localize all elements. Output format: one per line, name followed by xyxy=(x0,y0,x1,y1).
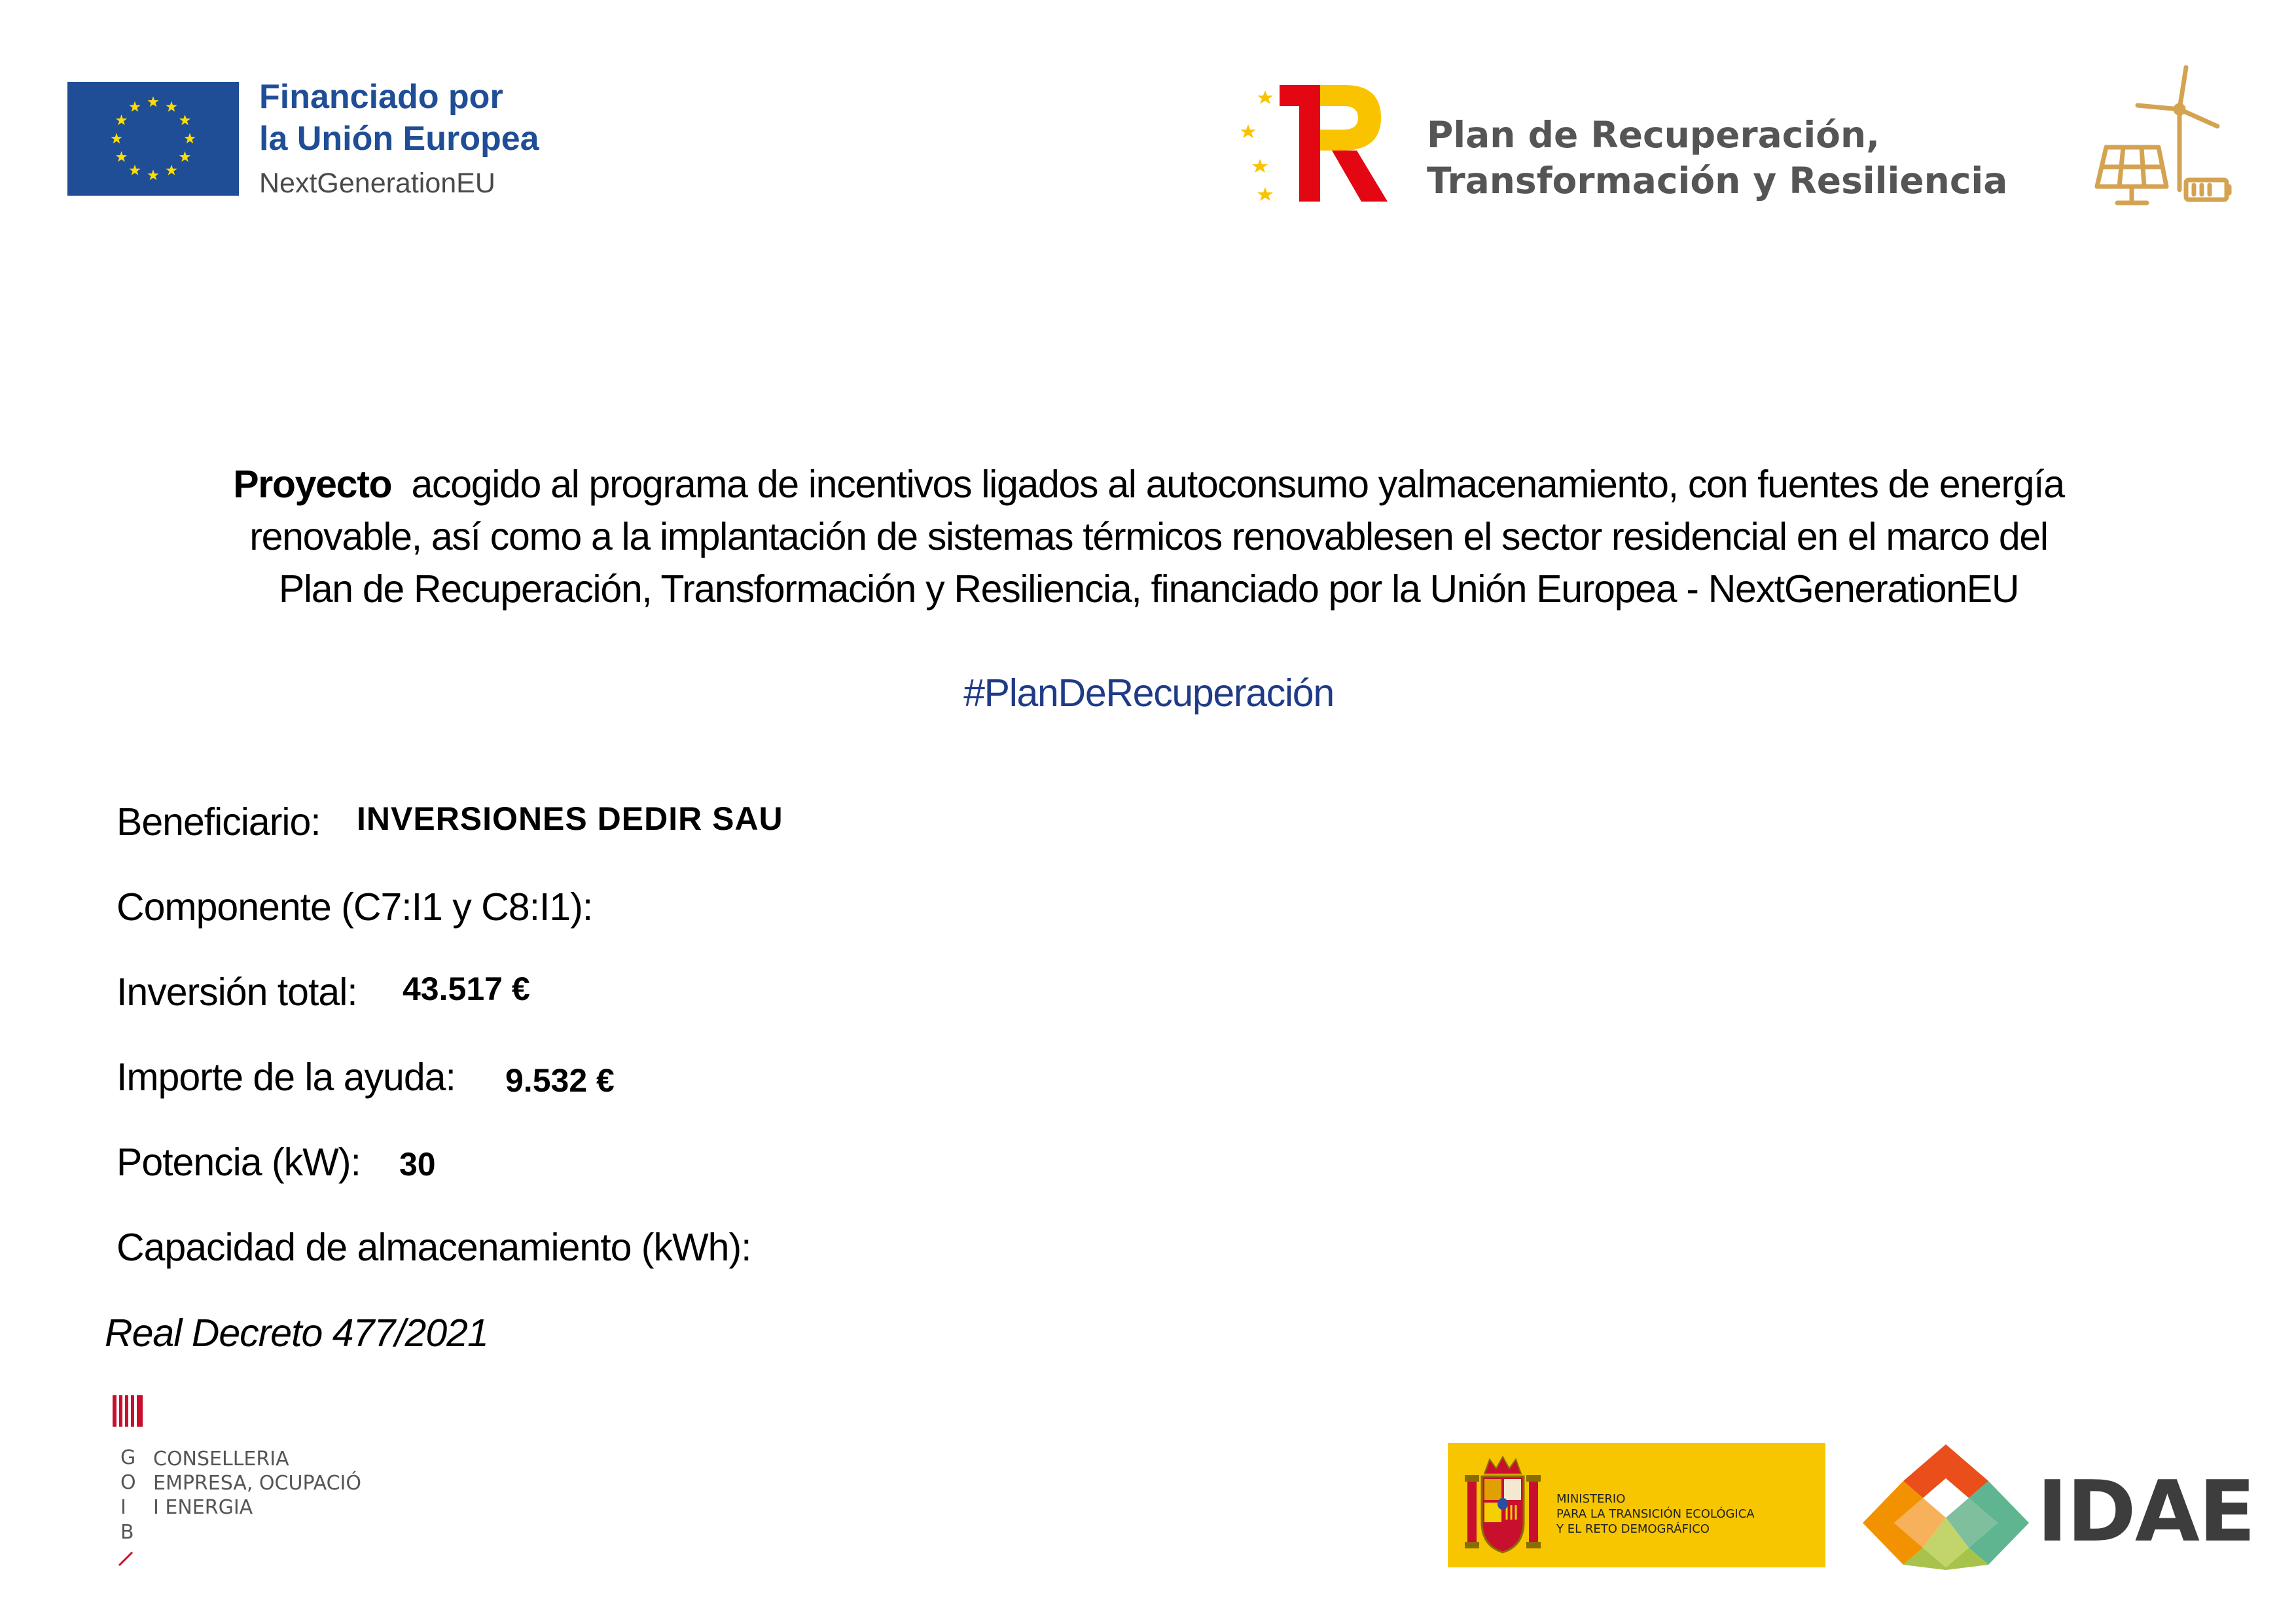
ministerio-text-line3: Y EL RETO DEMOGRÁFICO xyxy=(1556,1522,1710,1536)
potencia-value: 30 xyxy=(399,1146,436,1183)
wind-solar-battery-icon xyxy=(2081,62,2238,209)
inversion-total-label: Inversión total: xyxy=(117,971,357,1014)
beneficiario-label: Beneficiario: xyxy=(117,800,321,844)
eu-logo-line3: NextGenerationEU xyxy=(259,168,495,199)
beneficiario-value: INVERSIONES DEDIR SAU xyxy=(357,800,783,837)
idae-logo-text: IDAE xyxy=(2037,1463,2255,1561)
goib-slash-mark xyxy=(117,1548,136,1568)
coat-of-arms-icon xyxy=(1465,1454,1541,1556)
ministerio-text-line2: PARA LA TRANSICIÓN ECOLÓGICA xyxy=(1556,1507,1755,1521)
prtr-logo-line2: Transformación y Resiliencia xyxy=(1427,160,2008,202)
importe-ayuda-value: 9.532 € xyxy=(505,1062,615,1099)
goib-text-line1: CONSELLERIA xyxy=(153,1448,289,1471)
eu-flag-logo xyxy=(67,82,239,196)
goib-letter-i: I xyxy=(120,1496,126,1519)
goib-letter-b: B xyxy=(120,1521,134,1544)
importe-ayuda-label: Importe de la ayuda: xyxy=(117,1056,456,1099)
componente-label: Componente (C7:I1 y C8:I1): xyxy=(117,885,593,929)
ministerio-text-line1: MINISTERIO xyxy=(1556,1492,1626,1506)
hashtag-link[interactable]: #PlanDeRecuperación xyxy=(963,671,1334,715)
prtr-logo-line1: Plan de Recuperación, xyxy=(1427,114,1880,156)
paragraph-line3: Plan de Recuperación, Transformación y Resiliencia, financiado por la Unión Europea - NextGenerationEU xyxy=(278,567,2019,611)
goib-text-line2: EMPRESA, OCUPACIÓ xyxy=(153,1472,362,1495)
paragraph-line1 xyxy=(92,458,2206,510)
paragraph-line1-text: acogido al programa de incentivos ligados al autoconsumo yalmacenamiento, con fuentes de energía xyxy=(391,463,2064,506)
real-decreto-reference: Real Decreto 477/2021 xyxy=(105,1311,488,1355)
eu-logo-line2: la Unión Europea xyxy=(259,120,539,158)
inversion-total-value: 43.517 € xyxy=(403,971,530,1007)
potencia-label: Potencia (kW): xyxy=(117,1141,361,1184)
prtr-logo-mark xyxy=(1234,77,1391,205)
paragraph-line2: renovable, así como a la implantación de sistemas térmicos renovablesen el sector residencial en el marco del xyxy=(249,515,2048,558)
goib-flag-icon xyxy=(113,1386,143,1427)
paragraph-bold-lead: Proyecto xyxy=(233,463,392,506)
eu-logo-line1: Financiado por xyxy=(259,78,503,116)
project-description xyxy=(92,458,2206,615)
goib-letter-g: G xyxy=(120,1446,136,1469)
goib-text-line3: I ENERGIA xyxy=(153,1496,253,1519)
idae-logo-mark xyxy=(1857,1442,2034,1571)
goib-letter-o: O xyxy=(120,1471,136,1494)
capacidad-almacenamiento-label: Capacidad de almacenamiento (kWh): xyxy=(117,1226,751,1269)
